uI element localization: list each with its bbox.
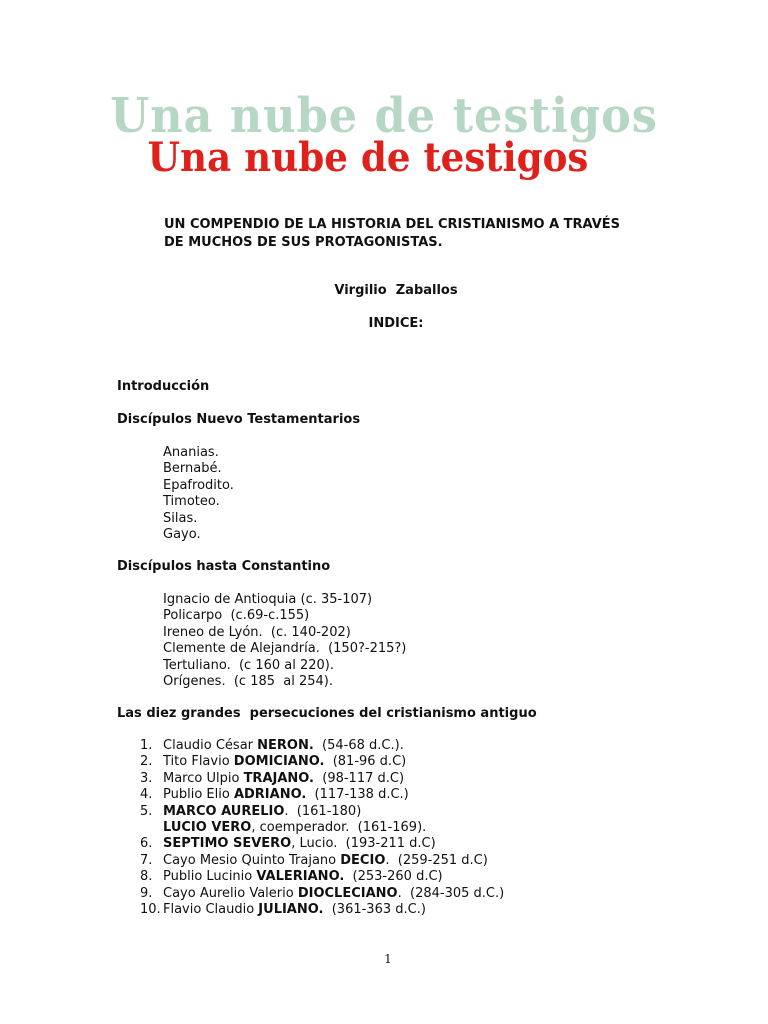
list-item: 3. Marco Ulpio TRAJANO. (98-117 d.C): [140, 770, 405, 786]
list-item: 5. MARCO AURELIO. (161-180): [140, 803, 362, 819]
list-item: LUCIO VERO, coemperador. (161-169).: [163, 820, 427, 836]
list-item: 8. Publio Lucinio VALERIANO. (253-260 d.C): [140, 869, 443, 885]
nt-disciples-list: [163, 445, 234, 543]
list-item: Silas.: [163, 510, 198, 526]
list-item: Ignacio de Antioquia (c. 35-107): [163, 592, 373, 607]
list-item: 6. SEPTIMO SEVERO, Lucio. (193-211 d.C): [140, 836, 436, 852]
constantine-disciples-list: [163, 592, 406, 690]
list-item: 7. Cayo Mesio Quinto Trajano DECIO. (259-251 d.C): [140, 852, 488, 868]
author-name: Virgilio Zaballos: [334, 283, 458, 298]
list-item: Gayo.: [163, 527, 201, 543]
list-item: 1. Claudio César NERON. (54-68 d.C.).: [140, 738, 404, 753]
title-wordart: Una nube de testigos: [147, 134, 589, 181]
list-item: 9. Cayo Aurelio Valerio DIOCLECIANO. (284-305 d.C.): [140, 885, 505, 901]
section-heading-nt-disciples: Discípulos Nuevo Testamentarios: [117, 412, 361, 427]
list-item: Ireneo de Lyón. (c. 140-202): [163, 624, 351, 640]
list-item: 10. Flavio Claudio JULIANO. (361-363 d.C.): [140, 902, 426, 918]
list-item: Bernabé.: [163, 461, 222, 477]
index-title: INDICE:: [368, 316, 424, 331]
list-item: Epafrodito.: [163, 477, 234, 493]
list-item: Ananias.: [163, 445, 219, 460]
list-item: Orígenes. (c 185 al 254).: [163, 674, 334, 690]
section-heading-intro: Introducción: [117, 379, 210, 394]
list-item: Timoteo.: [163, 494, 220, 510]
section-heading-persecutions: Las diez grandes persecuciones del cristianismo antiguo: [117, 706, 537, 721]
list-item: 4. Publio Elio ADRIANO. (117-138 d.C.): [140, 787, 409, 803]
page-number: 1: [384, 952, 392, 966]
list-item: Tertuliano. (c 160 al 220).: [163, 657, 334, 673]
list-item: 2. Tito Flavio DOMICIANO. (81-96 d.C): [140, 754, 407, 770]
persecutions-list: [140, 738, 504, 918]
document-subtitle: UN COMPENDIO DE LA HISTORIA DEL CRISTIANISMO A TRAVÉS DE MUCHOS DE SUS PROTAGONISTAS.: [164, 217, 621, 250]
title-wordart-shadow: Una nube de testigos: [110, 88, 658, 144]
list-item: Policarpo (c.69-c.155): [163, 608, 310, 624]
list-item: Clemente de Alejandría. (150?-215?): [163, 641, 407, 657]
section-heading-constantine: Discípulos hasta Constantino: [117, 559, 331, 574]
